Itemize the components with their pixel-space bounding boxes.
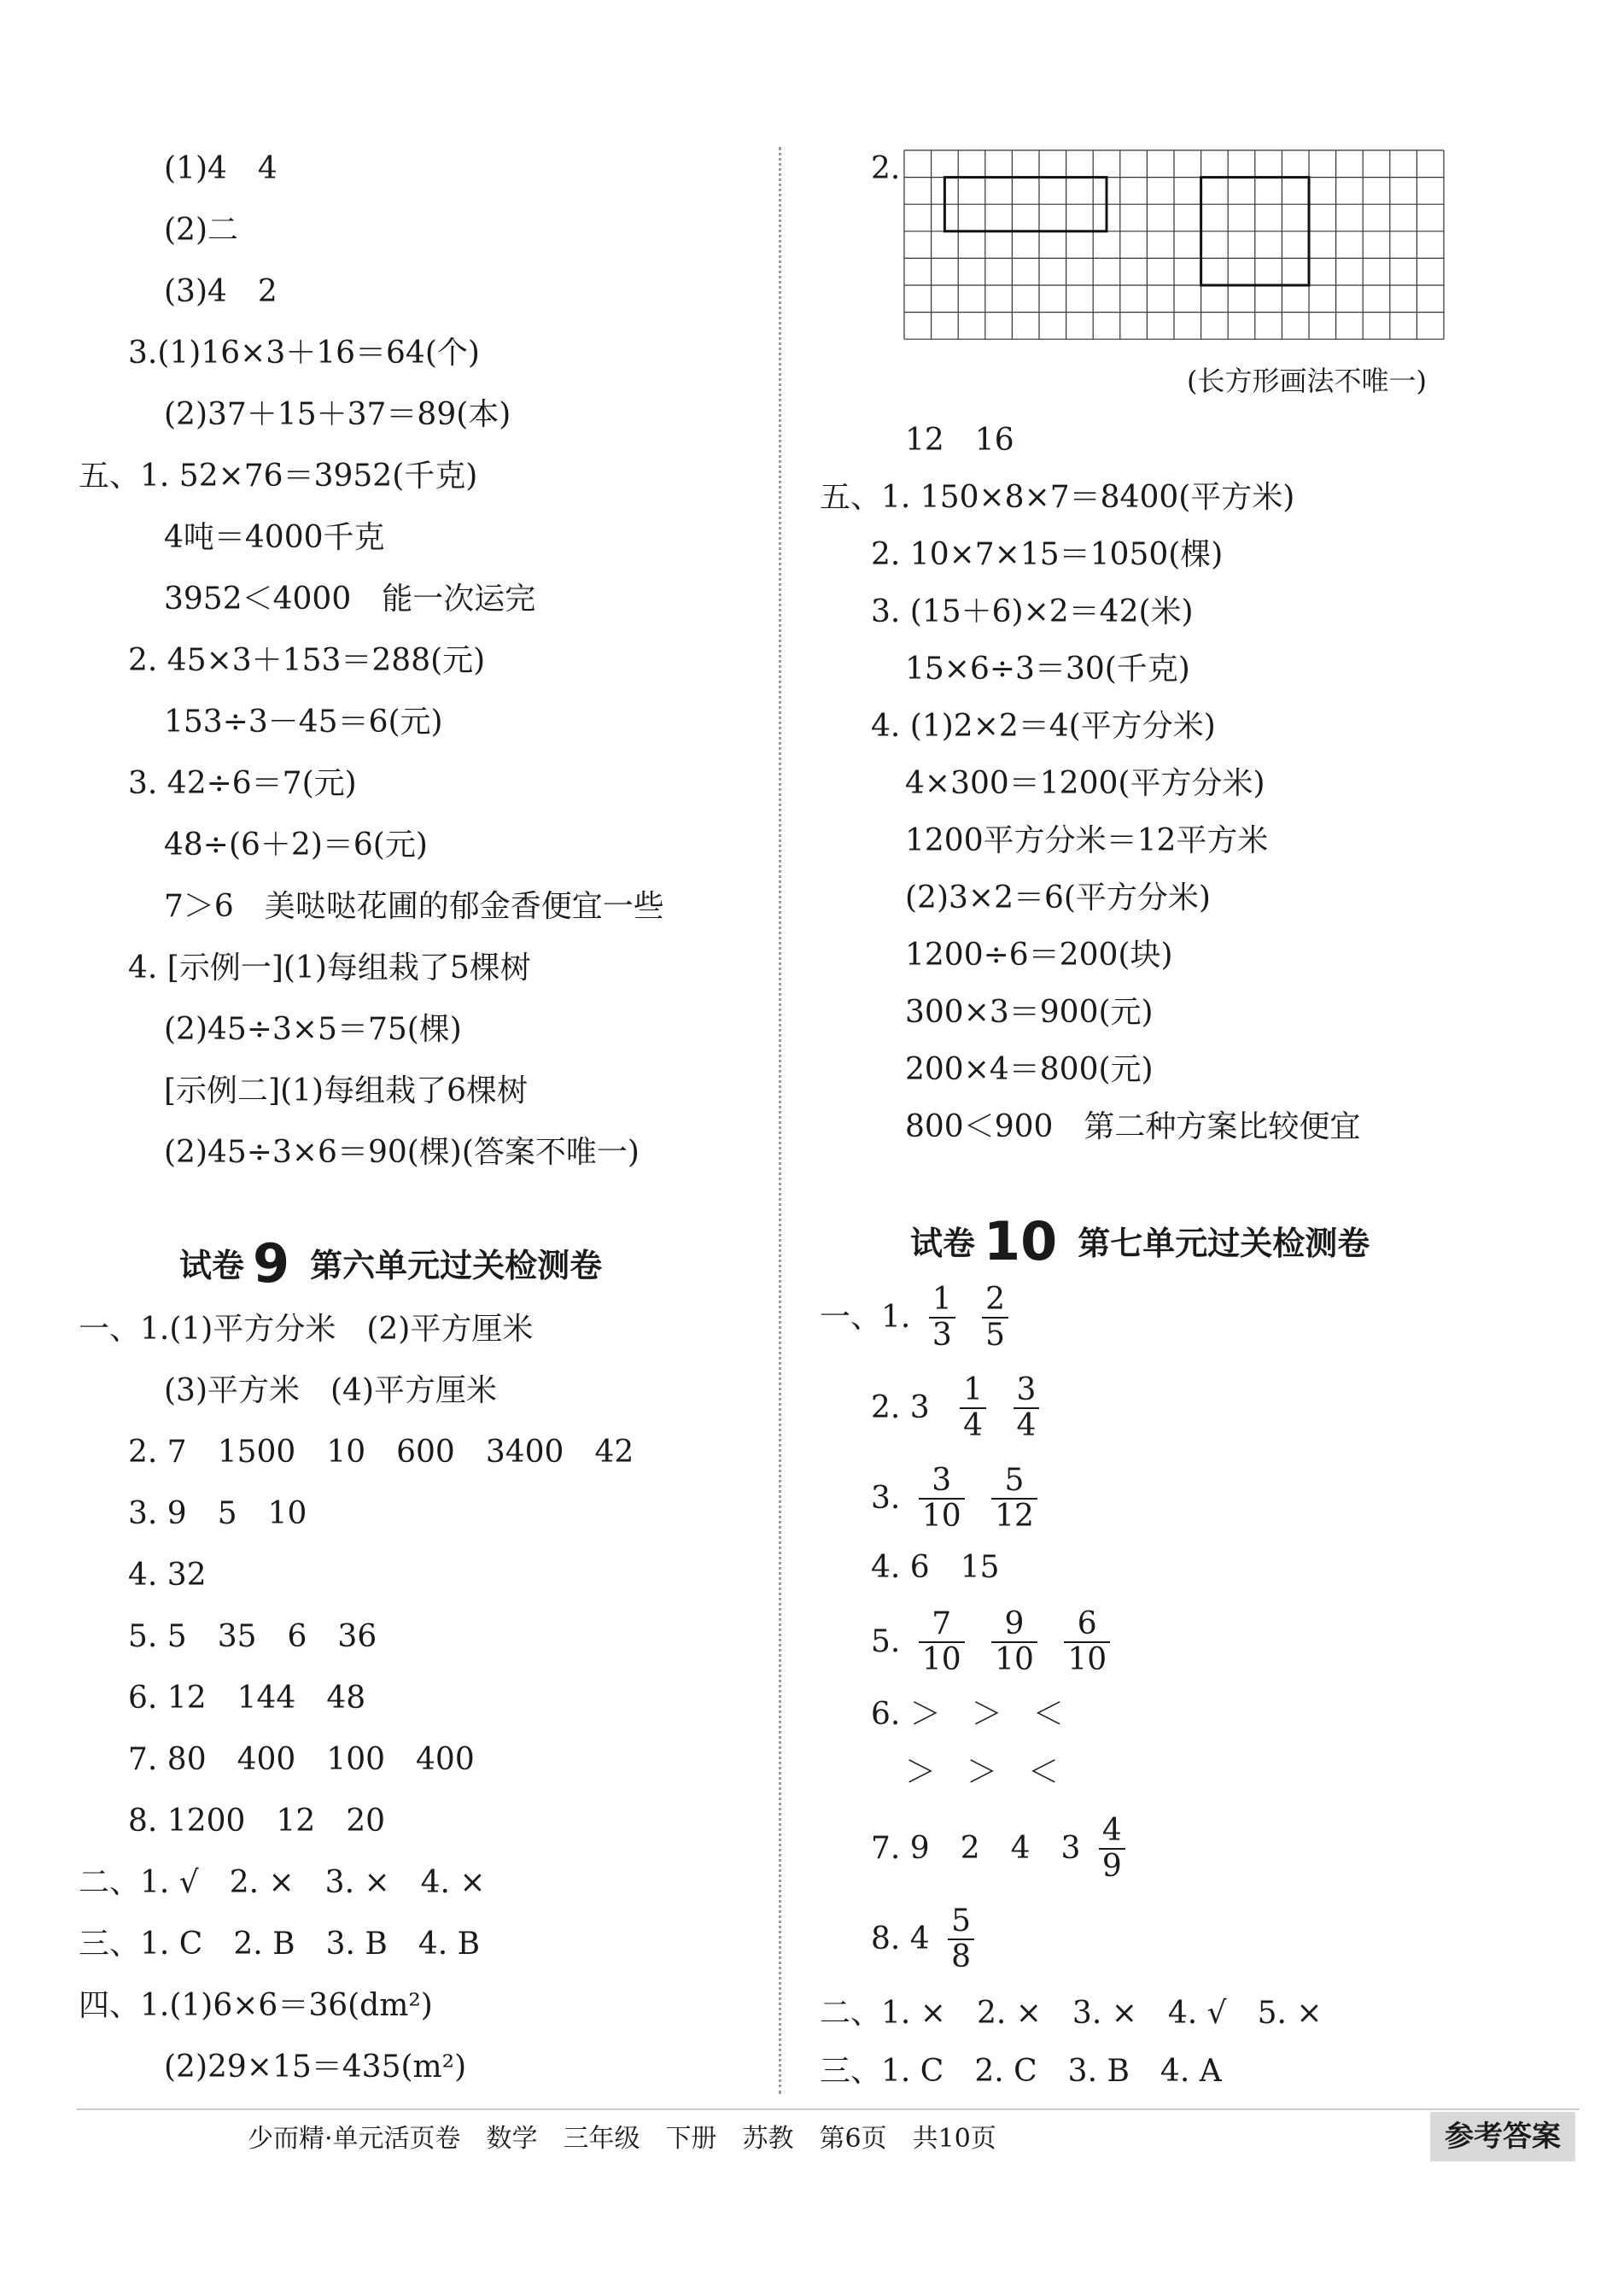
- fraction: [982, 1283, 1008, 1353]
- answer-line: 4吨＝4000千克: [164, 520, 385, 555]
- section-name: 第七单元过关检测卷: [1078, 1225, 1370, 1262]
- answer-line: 3. 9 5 10: [128, 1496, 307, 1531]
- numerator: 4: [1099, 1814, 1125, 1850]
- answer-line: 800＜900 第二种方案比较便宜: [905, 1109, 1361, 1144]
- answer-line: 四、1.(1)6×6＝36(dm²): [79, 1988, 433, 2023]
- section-number: 10: [984, 1210, 1058, 1272]
- answer-line: 48÷(6＋2)＝6(元): [164, 827, 428, 863]
- answer-line: (2)45÷3×5＝75(棵): [164, 1012, 462, 1047]
- fraction: [991, 1464, 1037, 1534]
- column-divider: [779, 147, 781, 2094]
- fraction: [919, 1607, 965, 1677]
- denominator: 12: [995, 1499, 1034, 1534]
- numerator: 7: [919, 1607, 965, 1643]
- denominator: 9: [1101, 1849, 1122, 1884]
- denominator: 10: [995, 1642, 1034, 1677]
- grid-diagram: [903, 149, 1450, 349]
- numerator: 6: [1064, 1607, 1110, 1643]
- answer-line: 6. ＞ ＞ ＜: [871, 1697, 1064, 1732]
- answer-line: 1200平方分米＝12平方米: [905, 823, 1269, 858]
- section-name: 第六单元过关检测卷: [310, 1247, 603, 1284]
- section-prefix: 试卷: [910, 1225, 976, 1262]
- denominator: 4: [963, 1408, 984, 1443]
- answer-line: (2)3×2＝6(平方分米): [905, 880, 1211, 915]
- numerator: 5: [991, 1464, 1037, 1500]
- answer-line: 6. 12 144 48: [128, 1681, 366, 1716]
- fraction-question-2: [871, 1373, 1048, 1443]
- answer-line: (1)4 4: [164, 151, 277, 186]
- answer-line: 7. 80 400 100 400: [128, 1742, 475, 1777]
- denominator: 3: [932, 1318, 952, 1353]
- answer-line: 三、1. C 2. C 3. B 4. A: [820, 2054, 1222, 2089]
- numerator: 3: [919, 1464, 965, 1500]
- answer-line: 五、1. 52×76＝3952(千克): [79, 459, 478, 494]
- section-number: 9: [253, 1232, 290, 1295]
- denominator: 5: [985, 1318, 1006, 1353]
- fraction: [1014, 1373, 1040, 1443]
- answer-line: 2. 10×7×15＝1050(棵): [871, 537, 1224, 572]
- answer-line: (3)4 2: [164, 274, 277, 309]
- answer-line: (2)45÷3×6＝90(棵)(答案不唯一): [164, 1135, 640, 1170]
- answer-line: 3. (15＋6)×2＝42(米): [871, 594, 1194, 629]
- section-prefix: 试卷: [179, 1247, 245, 1284]
- answer-line: 12 16: [905, 423, 1014, 458]
- answer-line: 一、1.(1)平方分米 (2)平方厘米: [79, 1312, 534, 1347]
- denominator: 10: [1067, 1642, 1107, 1677]
- question-label: 5.: [871, 1624, 901, 1659]
- section-title-9: [179, 1232, 603, 1295]
- answer-line: 3. 42÷6＝7(元): [128, 766, 357, 801]
- numerator: 3: [1014, 1373, 1040, 1409]
- question-label: 8. 4: [871, 1921, 930, 1956]
- fraction-question-8: [871, 1904, 983, 1974]
- question-label: 7. 9 2 4 3: [871, 1831, 1081, 1866]
- question-label: 一、1.: [820, 1300, 911, 1335]
- denominator: 4: [1016, 1408, 1037, 1443]
- answer-line: 2. 45×3＋153＝288(元): [128, 643, 486, 678]
- question-label: 3.: [871, 1481, 901, 1516]
- fraction: [1099, 1814, 1125, 1884]
- denominator: 10: [921, 1642, 961, 1677]
- answer-line: 4. (1)2×2＝4(平方分米): [871, 709, 1216, 744]
- answer-line: 4. [示例一](1)每组栽了5棵树: [128, 950, 531, 985]
- answer-line: [示例二](1)每组栽了6棵树: [164, 1073, 528, 1108]
- answer-line: 二、1. √ 2. × 3. × 4. ×: [79, 1865, 486, 1900]
- answer-line: 15×6÷3＝30(千克): [905, 652, 1190, 687]
- footer-text: 少而精·单元活页卷 数学 三年级 下册 苏教 第6页 共10页: [248, 2124, 996, 2154]
- page-footer: [0, 2112, 1624, 2155]
- answer-line: 4×300＝1200(平方分米): [905, 766, 1265, 801]
- answer-line: 3952＜4000 能一次运完: [164, 582, 536, 617]
- answer-line: 153÷3－45＝6(元): [164, 705, 443, 740]
- footer-rule: [77, 2108, 1580, 2110]
- fraction: [960, 1373, 986, 1443]
- numerator: 1: [929, 1283, 955, 1319]
- answer-line: 3.(1)16×3＋16＝64(个): [128, 336, 480, 371]
- numerator: 5: [948, 1904, 974, 1940]
- answer-line: 4. 32: [128, 1558, 207, 1593]
- answer-line: (3)平方米 (4)平方厘米: [164, 1373, 497, 1408]
- question-label: 2. 3: [871, 1390, 930, 1425]
- answer-line: 300×3＝900(元): [905, 995, 1154, 1030]
- answer-line: 5. 5 35 6 36: [128, 1619, 377, 1654]
- answer-line: 二、1. × 2. × 3. × 4. √ 5. ×: [820, 1996, 1323, 2031]
- grid-note: (长方形画法不唯一): [1187, 365, 1427, 397]
- answer-line: 三、1. C 2. B 3. B 4. B: [79, 1927, 481, 1962]
- section-title-10: [910, 1210, 1370, 1272]
- answer-line: 五、1. 150×8×7＝8400(平方米): [820, 480, 1295, 515]
- fraction-question-5: [871, 1607, 1119, 1677]
- fraction-question-1: [820, 1283, 1017, 1353]
- answer-line: 8. 1200 12 20: [128, 1804, 386, 1839]
- square-grid: [903, 149, 1450, 346]
- answer-line: 2. 7 1500 10 600 3400 42: [128, 1435, 634, 1470]
- answer-line: ＞ ＞ ＜: [905, 1755, 1060, 1790]
- numerator: 1: [960, 1373, 986, 1409]
- denominator: 8: [951, 1939, 972, 1974]
- fraction: [1064, 1607, 1110, 1677]
- grid-question-label: 2.: [871, 151, 901, 186]
- numerator: 2: [982, 1283, 1008, 1319]
- answer-line: 1200÷6＝200(块): [905, 938, 1173, 973]
- fraction: [948, 1904, 974, 1974]
- answer-line: (2)二: [164, 213, 238, 248]
- answer-line: (2)37＋15＋37＝89(本): [164, 397, 511, 432]
- answer-line: (2)29×15＝435(m²): [164, 2050, 467, 2085]
- numerator: 9: [991, 1607, 1037, 1643]
- fraction: [919, 1464, 965, 1534]
- left-column: [0, 0, 773, 2118]
- answer-key-badge: 参考答案: [1430, 2112, 1575, 2161]
- fraction-question-3: [871, 1464, 1046, 1534]
- answer-line: 4. 6 15: [871, 1550, 1000, 1585]
- answer-line: 7＞6 美哒哒花圃的郁金香便宜一些: [164, 889, 664, 924]
- fraction: [991, 1607, 1037, 1677]
- fraction: [929, 1283, 955, 1353]
- denominator: 10: [921, 1499, 961, 1534]
- fraction-question-7: [871, 1814, 1134, 1884]
- answer-line: 200×4＝800(元): [905, 1052, 1154, 1087]
